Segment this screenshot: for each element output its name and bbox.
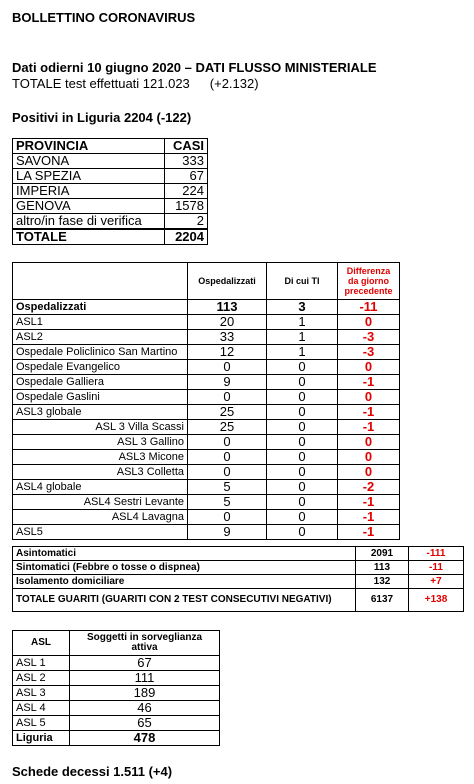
table-row xyxy=(13,547,464,561)
status-difference: +138 xyxy=(409,589,464,612)
difference-value: 0 xyxy=(338,315,400,330)
difference-value: -11 xyxy=(338,300,400,315)
difference-value: 0 xyxy=(338,450,400,465)
difference-value: 0 xyxy=(338,390,400,405)
table-row xyxy=(13,656,220,671)
icu-value: 0 xyxy=(267,480,338,495)
hospitalized-value: 25 xyxy=(188,405,267,420)
hospitalized-value: 0 xyxy=(188,435,267,450)
difference-value: -1 xyxy=(338,375,400,390)
asl-name: ASL 4 xyxy=(13,701,70,716)
table-row xyxy=(13,420,400,435)
table-row xyxy=(13,561,464,575)
status-label: Asintomatici xyxy=(13,547,356,561)
hospitalized-value: 33 xyxy=(188,330,267,345)
difference-value: -1 xyxy=(338,405,400,420)
row-label: Ospedalizzati xyxy=(13,300,188,315)
decessi-line: Schede decessi 1.511 (+4) xyxy=(12,764,173,779)
hospitalized-value: 5 xyxy=(188,495,267,510)
table-row xyxy=(13,169,208,184)
row-label: ASL2 xyxy=(13,330,188,345)
hospitalized-value: 0 xyxy=(188,450,267,465)
total-label: TOTALE xyxy=(13,229,165,245)
status-value: 6137 xyxy=(356,589,409,612)
hospitalized-value: 113 xyxy=(188,300,267,315)
tests-line xyxy=(12,76,259,91)
table-row xyxy=(13,701,220,716)
total-value: 478 xyxy=(70,731,220,746)
table-row xyxy=(13,435,400,450)
difference-value: -1 xyxy=(338,420,400,435)
province-name: SAVONA xyxy=(13,154,165,169)
tests-increment: (+2.132) xyxy=(209,76,259,91)
total-value: 2204 xyxy=(164,229,207,245)
row-label: ASL4 Sestri Levante xyxy=(13,495,188,510)
hospitalized-value: 0 xyxy=(188,390,267,405)
difference-value: 0 xyxy=(338,435,400,450)
table-row xyxy=(13,525,400,540)
hospitalized-value: 9 xyxy=(188,525,267,540)
total-row xyxy=(13,731,220,746)
asl-name: ASL 1 xyxy=(13,656,70,671)
table-row xyxy=(13,716,220,731)
hospitalized-value: 25 xyxy=(188,420,267,435)
province-name: IMPERIA xyxy=(13,184,165,199)
table-row xyxy=(13,405,400,420)
icu-value: 0 xyxy=(267,405,338,420)
icu-value: 0 xyxy=(267,525,338,540)
icu-value: 0 xyxy=(267,450,338,465)
icu-value: 0 xyxy=(267,465,338,480)
status-table xyxy=(12,546,464,612)
column-header: Ospedalizzati xyxy=(188,263,267,300)
row-label: ASL3 globale xyxy=(13,405,188,420)
hospital-table xyxy=(12,262,400,540)
province-cases: 1578 xyxy=(164,199,207,214)
province-cases: 333 xyxy=(164,154,207,169)
province-table xyxy=(12,138,208,245)
surveillance-count: 189 xyxy=(70,686,220,701)
icu-value: 1 xyxy=(267,345,338,360)
table-header-row xyxy=(13,139,208,154)
difference-value: -3 xyxy=(338,330,400,345)
province-cases: 2 xyxy=(164,214,207,230)
table-row xyxy=(13,315,400,330)
province-name: altro/in fase di verifica xyxy=(13,214,165,230)
status-value: 2091 xyxy=(356,547,409,561)
surveillance-count: 111 xyxy=(70,671,220,686)
table-row xyxy=(13,465,400,480)
hospitalized-value: 20 xyxy=(188,315,267,330)
difference-value: 0 xyxy=(338,465,400,480)
asl-name: ASL 5 xyxy=(13,716,70,731)
surveillance-count: 46 xyxy=(70,701,220,716)
row-label: ASL3 Micone xyxy=(13,450,188,465)
table-row xyxy=(13,510,400,525)
difference-value: -1 xyxy=(338,495,400,510)
row-label: Ospedale Galliera xyxy=(13,375,188,390)
difference-value: -1 xyxy=(338,525,400,540)
icu-value: 0 xyxy=(267,420,338,435)
table-header-row xyxy=(13,263,400,300)
hospitalized-value: 0 xyxy=(188,510,267,525)
column-header: PROVINCIA xyxy=(13,139,165,154)
difference-value: -1 xyxy=(338,510,400,525)
table-row xyxy=(13,300,400,315)
table-row xyxy=(13,360,400,375)
icu-value: 0 xyxy=(267,495,338,510)
row-label: Ospedale Evangelico xyxy=(13,360,188,375)
total-row xyxy=(13,229,208,245)
table-row xyxy=(13,575,464,589)
hospitalized-value: 0 xyxy=(188,465,267,480)
column-header: Di cui TI xyxy=(267,263,338,300)
table-row xyxy=(13,154,208,169)
province-cases: 224 xyxy=(164,184,207,199)
row-label: ASL 3 Gallino xyxy=(13,435,188,450)
table-row xyxy=(13,184,208,199)
date-line: Dati odierni 10 giugno 2020 – DATI FLUSSO MINISTERIALE xyxy=(12,60,377,75)
table-row xyxy=(13,214,208,230)
table-row xyxy=(13,480,400,495)
row-label: ASL4 globale xyxy=(13,480,188,495)
icu-value: 0 xyxy=(267,375,338,390)
table-row xyxy=(13,390,400,405)
row-label: ASL4 Lavagna xyxy=(13,510,188,525)
table-row xyxy=(13,495,400,510)
row-label: ASL3 Colletta xyxy=(13,465,188,480)
row-label: Ospedale Gaslini xyxy=(13,390,188,405)
table-row xyxy=(13,450,400,465)
total-label: Liguria xyxy=(13,731,70,746)
table-row xyxy=(13,686,220,701)
difference-value: 0 xyxy=(338,360,400,375)
column-header: CASI xyxy=(164,139,207,154)
status-value: 132 xyxy=(356,575,409,589)
province-name: GENOVA xyxy=(13,199,165,214)
surveillance-table xyxy=(12,630,220,746)
status-difference: -111 xyxy=(409,547,464,561)
table-row xyxy=(13,589,464,612)
table-row xyxy=(13,375,400,390)
surveillance-count: 65 xyxy=(70,716,220,731)
icu-value: 0 xyxy=(267,435,338,450)
row-label: ASL5 xyxy=(13,525,188,540)
icu-value: 1 xyxy=(267,315,338,330)
surveillance-count: 67 xyxy=(70,656,220,671)
column-header: Soggetti in sorveglianza attiva xyxy=(70,631,220,656)
province-cases: 67 xyxy=(164,169,207,184)
asl-name: ASL 2 xyxy=(13,671,70,686)
icu-value: 0 xyxy=(267,390,338,405)
column-header: ASL xyxy=(13,631,70,656)
hospitalized-value: 9 xyxy=(188,375,267,390)
column-header xyxy=(13,263,188,300)
table-row xyxy=(13,330,400,345)
tests-label: TOTALE test effettuati 121.023 xyxy=(12,76,190,91)
icu-value: 3 xyxy=(267,300,338,315)
row-label: Ospedale Policlinico San Martino xyxy=(13,345,188,360)
status-difference: -11 xyxy=(409,561,464,575)
status-label: Sintomatici (Febbre o tosse o dispnea) xyxy=(13,561,356,575)
icu-value: 0 xyxy=(267,360,338,375)
status-label: TOTALE GUARITI (GUARITI CON 2 TEST CONSECUTIVI NEGATIVI) xyxy=(13,589,356,612)
table-header-row xyxy=(13,631,220,656)
column-header: Differenza da giorno precedente xyxy=(338,263,400,300)
difference-value: -2 xyxy=(338,480,400,495)
table-row xyxy=(13,199,208,214)
icu-value: 0 xyxy=(267,510,338,525)
status-label: Isolamento domiciliare xyxy=(13,575,356,589)
positivi-heading: Positivi in Liguria 2204 (-122) xyxy=(12,110,192,125)
hospitalized-value: 5 xyxy=(188,480,267,495)
hospitalized-value: 0 xyxy=(188,360,267,375)
status-value: 113 xyxy=(356,561,409,575)
status-difference: +7 xyxy=(409,575,464,589)
page-title: BOLLETTINO CORONAVIRUS xyxy=(12,10,196,25)
province-name: LA SPEZIA xyxy=(13,169,165,184)
difference-value: -3 xyxy=(338,345,400,360)
row-label: ASL1 xyxy=(13,315,188,330)
table-row xyxy=(13,671,220,686)
asl-name: ASL 3 xyxy=(13,686,70,701)
hospitalized-value: 12 xyxy=(188,345,267,360)
table-row xyxy=(13,345,400,360)
icu-value: 1 xyxy=(267,330,338,345)
row-label: ASL 3 Villa Scassi xyxy=(13,420,188,435)
